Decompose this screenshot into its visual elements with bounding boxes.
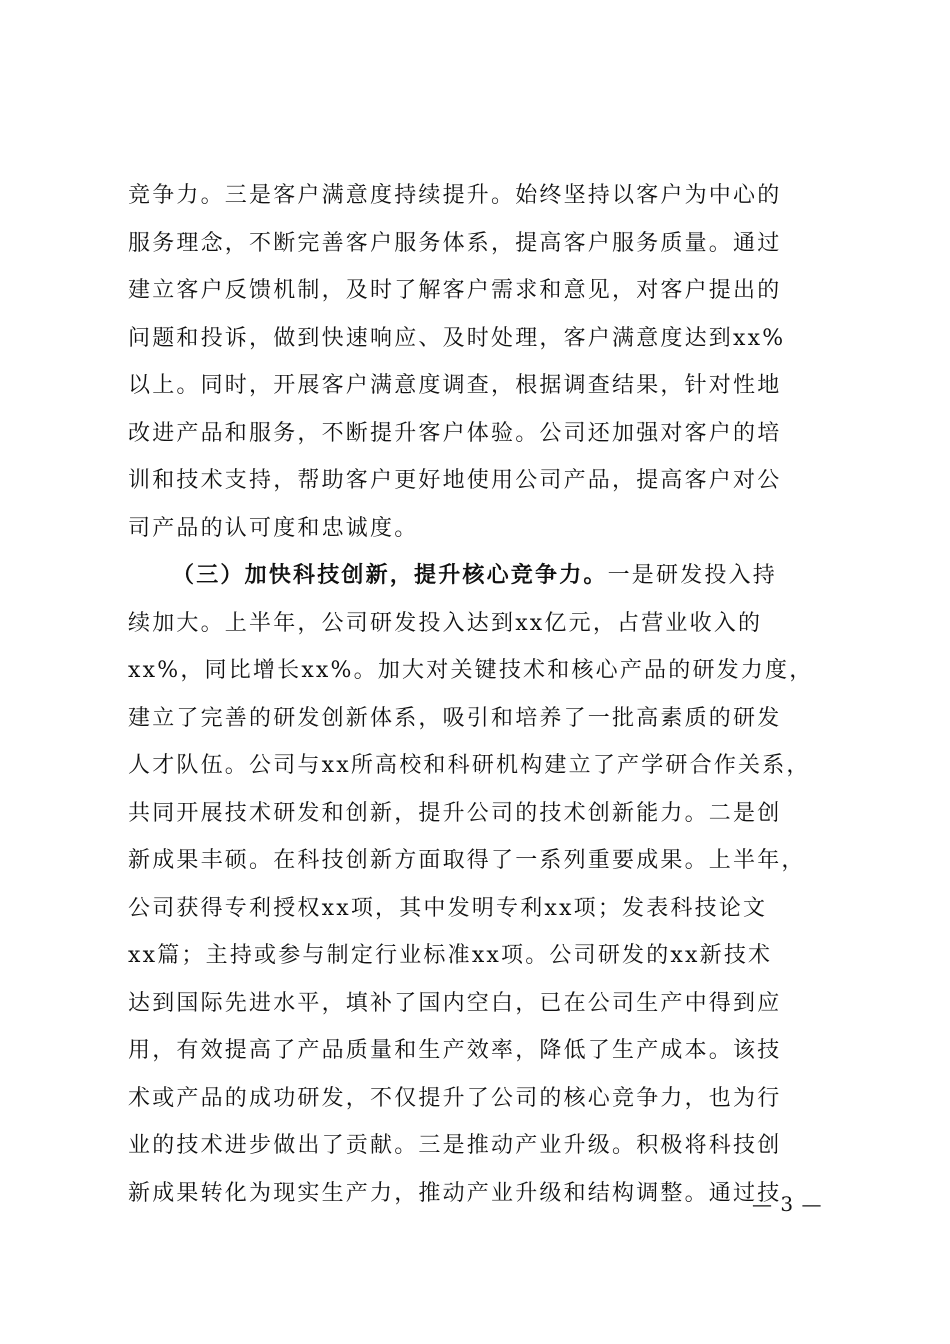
section-heading-rest: 一是研发投入持 bbox=[607, 563, 778, 588]
text-line: 新成果丰硕。在科技创新方面取得了一系列重要成果。上半年， bbox=[128, 848, 806, 873]
page-number: — 3 — bbox=[752, 1192, 823, 1216]
text-line: 建立了完善的研发创新体系，吸引和培养了一批高素质的研发 bbox=[128, 705, 782, 731]
text-line: 竞争力。三是客户满意度持续提升。始终坚持以客户为中心的 bbox=[128, 183, 782, 208]
text-line: 改进产品和服务，不断提升客户体验。公司还加强对客户的培 bbox=[128, 420, 782, 446]
text-line: 建立客户反馈机制，及时了解客户需求和意见，对客户提出的 bbox=[128, 278, 782, 303]
text-line: 新成果转化为现实生产力，推动产业升级和结构调整。通过技 bbox=[128, 1180, 782, 1206]
body-text bbox=[128, 172, 818, 1217]
text-line: 用，有效提高了产品质量和生产效率，降低了生产成本。该技 bbox=[128, 1038, 782, 1063]
text-line: 术或产品的成功研发，不仅提升了公司的核心竞争力，也为行 bbox=[128, 1085, 782, 1111]
text-line: xx篇；主持或参与制定行业标准xx项。公司研发的xx新技术 bbox=[128, 943, 773, 968]
text-line: 司产品的认可度和忠诚度。 bbox=[128, 515, 419, 541]
section-heading-line bbox=[128, 552, 818, 600]
text-line: 共同开展技术研发和创新，提升公司的技术创新能力。二是创 bbox=[128, 800, 782, 826]
section-heading: （三）加快科技创新，提升核心竞争力。 bbox=[172, 562, 608, 588]
text-line: 问题和投诉，做到快速响应、及时处理，客户满意度达到xx% bbox=[128, 325, 786, 351]
text-line: 人才队伍。公司与xx所高校和科研机构建立了产学研合作关系， bbox=[128, 753, 811, 778]
text-line: xx%，同比增长xx%。加大对关键技术和核心产品的研发力度， bbox=[128, 658, 814, 683]
text-line: 业的技术进步做出了贡献。三是推动产业升级。积极将科技创 bbox=[128, 1133, 782, 1158]
text-line: 以上。同时，开展客户满意度调查，根据调查结果，针对性地 bbox=[128, 373, 782, 398]
text-line: 达到国际先进水平，填补了国内空白，已在公司生产中得到应 bbox=[128, 990, 782, 1016]
text-line: 续加大。上半年，公司研发投入达到xx亿元，占营业收入的 bbox=[128, 610, 763, 636]
text-line: 训和技术支持，帮助客户更好地使用公司产品，提高客户对公 bbox=[128, 468, 782, 493]
text-line: 公司获得专利授权xx项，其中发明专利xx项；发表科技论文 bbox=[128, 895, 768, 921]
text-line: 服务理念，不断完善客户服务体系，提高客户服务质量。通过 bbox=[128, 230, 782, 256]
